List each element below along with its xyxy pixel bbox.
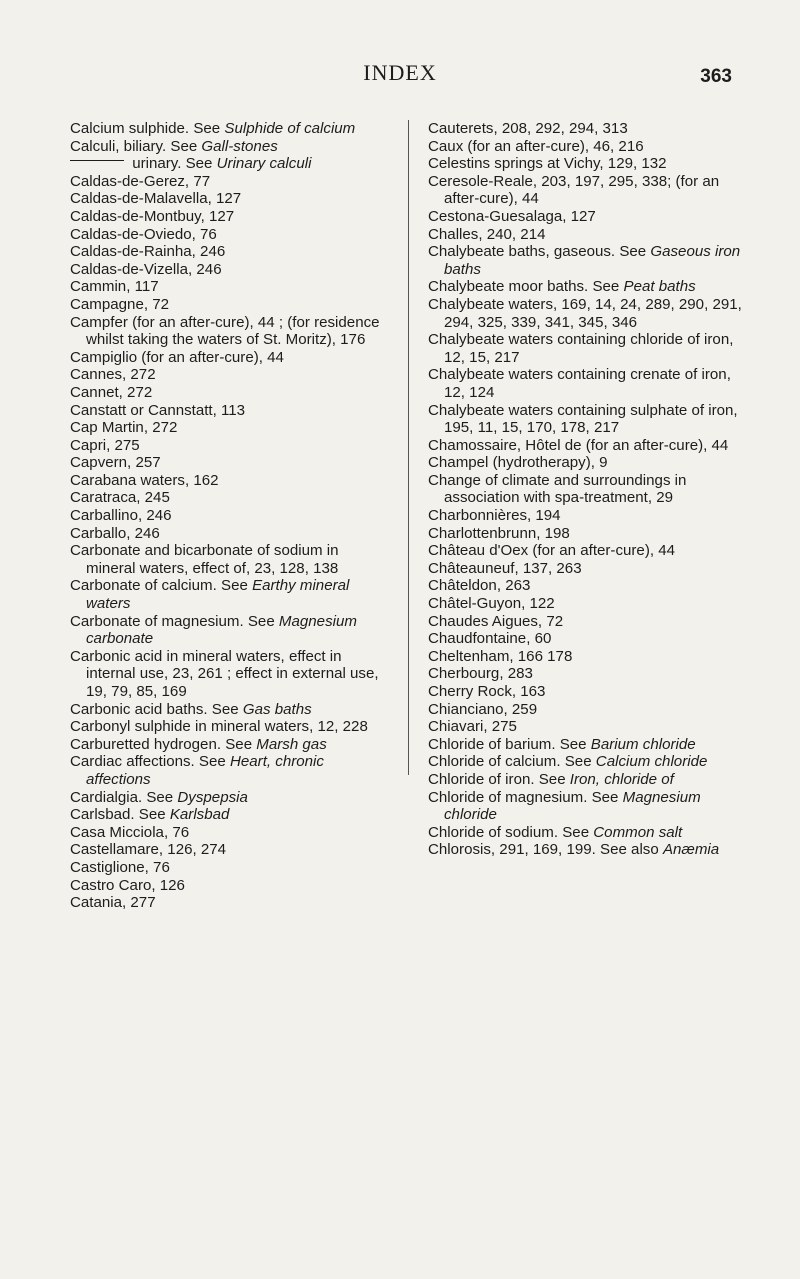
entry-text: Capri, 275 bbox=[70, 436, 140, 454]
entry-text: urinary. See bbox=[128, 155, 217, 173]
index-entry bbox=[428, 138, 746, 156]
index-entry bbox=[70, 789, 392, 807]
entry-text: Calcium sulphide. See bbox=[70, 120, 225, 137]
entry-text: Cardialgia. See bbox=[70, 788, 178, 806]
entry-text: Calculi, biliary. See bbox=[70, 137, 202, 155]
index-entry bbox=[428, 841, 746, 859]
entry-text: Chalybeate baths, gaseous. See bbox=[428, 243, 651, 261]
index-entry bbox=[70, 314, 392, 349]
entry-text: Caldas-de-Oviedo, 76 bbox=[70, 225, 217, 243]
index-entry bbox=[70, 472, 392, 490]
entry-text: Cauterets, 208, 292, 294, 313 bbox=[428, 120, 628, 137]
entry-cross-reference: Common salt bbox=[593, 823, 683, 841]
entry-text: Chianciano, 259 bbox=[428, 700, 538, 718]
index-entry bbox=[70, 648, 392, 701]
index-entry bbox=[70, 437, 392, 455]
index-entry bbox=[428, 560, 746, 578]
index-entry bbox=[70, 753, 392, 788]
entry-text: Chloride of magnesium. See bbox=[428, 788, 623, 806]
entry-text: Castellamare, 126, 274 bbox=[70, 841, 227, 859]
entry-cross-reference: Marsh gas bbox=[256, 735, 327, 753]
entry-text: Caux (for an after-cure), 46, 216 bbox=[428, 137, 644, 155]
entry-text: Cestona-Guesalaga, 127 bbox=[428, 207, 596, 225]
entry-text: Chiavari, 275 bbox=[428, 718, 517, 736]
entry-text: Cherry Rock, 163 bbox=[428, 683, 546, 700]
index-entry bbox=[428, 243, 746, 278]
entry-text: Cardiac affections. See bbox=[70, 753, 230, 771]
index-entry bbox=[428, 630, 746, 648]
index-entry bbox=[70, 402, 392, 420]
index-entry bbox=[70, 226, 392, 244]
entry-text: Carballo, 246 bbox=[70, 524, 160, 542]
entry-cross-reference: Barium chloride bbox=[590, 735, 696, 753]
entry-cross-reference: Iron, chloride of bbox=[569, 770, 674, 788]
index-column-right bbox=[428, 120, 746, 859]
index-entry bbox=[70, 419, 392, 437]
index-entry bbox=[70, 894, 392, 912]
index-entry bbox=[70, 120, 392, 138]
index-entry bbox=[70, 208, 392, 226]
entry-text: Chalybeate waters containing sulphate of iron, 195, 11, 15, 170, 178, 217 bbox=[428, 401, 738, 437]
index-entry bbox=[70, 173, 392, 191]
index-entry bbox=[428, 771, 746, 789]
index-entry bbox=[428, 577, 746, 595]
entry-text: Chalybeate waters containing crenate of iron, 12, 124 bbox=[428, 366, 731, 401]
index-entry bbox=[70, 243, 392, 261]
entry-text: Carbonate of magnesium. See bbox=[70, 612, 279, 630]
index-entry bbox=[70, 525, 392, 543]
entry-text: Canstatt or Cannstatt, 113 bbox=[70, 401, 246, 419]
entry-text: Chlorosis, 291, 169, 199. See also bbox=[428, 841, 663, 859]
index-entry bbox=[70, 841, 392, 859]
index-entry bbox=[428, 120, 746, 138]
index-entry bbox=[428, 226, 746, 244]
entry-text: Cheltenham, 166 178 bbox=[428, 647, 573, 665]
index-entry bbox=[70, 701, 392, 719]
index-entry bbox=[70, 190, 392, 208]
index-entry bbox=[70, 454, 392, 472]
entry-text: Chloride of barium. See bbox=[428, 735, 591, 753]
entry-text: Carballino, 246 bbox=[70, 507, 172, 525]
index-entry bbox=[70, 736, 392, 754]
index-entry bbox=[428, 208, 746, 226]
entry-cross-reference: Gas baths bbox=[242, 700, 312, 718]
index-entry bbox=[70, 278, 392, 296]
index-entry bbox=[428, 718, 746, 736]
entry-text: Carburetted hydrogen. See bbox=[70, 735, 257, 753]
entry-text: Campfer (for an after-cure), 44 ; (for residence whilst taking the waters of St. Moritz), 176 bbox=[70, 313, 380, 349]
index-entry bbox=[70, 296, 392, 314]
entry-text: Chloride of sodium. See bbox=[428, 823, 594, 841]
entry-text: Caldas-de-Montbuy, 127 bbox=[70, 207, 235, 225]
column-divider bbox=[408, 120, 409, 775]
entry-text: Castro Caro, 126 bbox=[70, 876, 185, 894]
index-entry bbox=[428, 525, 746, 543]
entry-text: Cammin, 117 bbox=[70, 278, 159, 296]
index-column-left bbox=[70, 120, 392, 912]
entry-text: Casa Micciola, 76 bbox=[70, 823, 190, 841]
entry-cross-reference: Anæmia bbox=[662, 841, 720, 859]
index-entry bbox=[428, 402, 746, 437]
entry-text: Carbonate and bicarbonate of sodium in mineral waters, effect of, 23, 128, 138 bbox=[70, 542, 339, 577]
index-entry bbox=[428, 542, 746, 560]
entry-text: Challes, 240, 214 bbox=[428, 225, 546, 243]
index-entry bbox=[428, 437, 746, 455]
entry-cross-reference: Magnesium carbonate bbox=[86, 612, 357, 648]
entry-text: Catania, 277 bbox=[70, 894, 156, 912]
entry-text: Carabana waters, 162 bbox=[70, 471, 219, 489]
index-entry bbox=[428, 296, 746, 331]
entry-text: Caldas-de-Rainha, 246 bbox=[70, 243, 226, 261]
entry-text: Capvern, 257 bbox=[70, 454, 161, 472]
index-entry bbox=[428, 648, 746, 666]
index-entry bbox=[428, 155, 746, 173]
entry-text: Caldas-de-Malavella, 127 bbox=[70, 190, 242, 208]
index-entry bbox=[428, 824, 746, 842]
index-entry bbox=[70, 877, 392, 895]
entry-text: Campiglio (for an after-cure), 44 bbox=[70, 348, 284, 366]
index-entry bbox=[70, 384, 392, 402]
index-entry bbox=[70, 507, 392, 525]
entry-text: Chalybeate moor baths. See bbox=[428, 278, 624, 296]
page-title: INDEX bbox=[363, 60, 437, 85]
entry-text: Chamossaire, Hôtel de (for an after-cure), 44 bbox=[428, 436, 729, 454]
index-entry bbox=[70, 542, 392, 577]
entry-cross-reference: Magnesium chloride bbox=[444, 788, 701, 824]
entry-text: Châtel-Guyon, 122 bbox=[428, 595, 555, 613]
entry-text: Cannet, 272 bbox=[70, 383, 153, 401]
index-entry bbox=[70, 859, 392, 877]
index-entry bbox=[428, 454, 746, 472]
index-entry bbox=[70, 349, 392, 367]
entry-text: Chalybeate waters containing chloride of iron, 12, 15, 217 bbox=[428, 331, 734, 366]
index-entry bbox=[428, 173, 746, 208]
index-entry bbox=[428, 789, 746, 824]
index-entry bbox=[70, 489, 392, 507]
index-entry bbox=[428, 595, 746, 613]
entry-text: Ceresole-Reale, 203, 197, 295, 338; (for an after-cure), 44 bbox=[428, 172, 720, 208]
entry-text: Châteauneuf, 137, 263 bbox=[428, 559, 582, 577]
entry-text: Chaudfontaine, 60 bbox=[428, 630, 552, 648]
index-entry bbox=[70, 261, 392, 279]
entry-cross-reference: Karlsbad bbox=[169, 806, 230, 824]
entry-text: Chloride of iron. See bbox=[428, 770, 570, 788]
entry-text: Carlsbad. See bbox=[70, 806, 170, 824]
index-entry bbox=[428, 278, 746, 296]
index-entry bbox=[428, 683, 746, 701]
entry-text: Caldas-de-Gerez, 77 bbox=[70, 172, 211, 190]
index-entry bbox=[70, 613, 392, 648]
index-entry bbox=[428, 613, 746, 631]
index-entry bbox=[428, 665, 746, 683]
entry-cross-reference: Peat baths bbox=[623, 278, 696, 296]
entry-text: Celestins springs at Vichy, 129, 132 bbox=[428, 155, 667, 173]
index-entry bbox=[428, 472, 746, 507]
index-entry bbox=[70, 577, 392, 612]
page-header bbox=[0, 60, 800, 90]
index-entry bbox=[428, 753, 746, 771]
entry-cross-reference: Gall-stones bbox=[201, 137, 278, 155]
index-entry bbox=[70, 155, 392, 173]
entry-text: Cap Martin, 272 bbox=[70, 419, 178, 437]
index-entry bbox=[70, 824, 392, 842]
entry-text: Châteldon, 263 bbox=[428, 577, 531, 595]
entry-cross-reference: Gaseous iron baths bbox=[444, 243, 741, 278]
entry-text: Carbonyl sulphide in mineral waters, 12, 228 bbox=[70, 718, 368, 736]
entry-cross-reference: Dyspepsia bbox=[177, 788, 248, 806]
entry-text: Chaudes Aigues, 72 bbox=[428, 612, 564, 630]
index-entry bbox=[70, 366, 392, 384]
index-entry bbox=[70, 138, 392, 156]
entry-cross-reference: Calcium chloride bbox=[595, 753, 708, 771]
index-entry bbox=[428, 507, 746, 525]
entry-text: Chalybeate waters, 169, 14, 24, 289, 290, 291, 294, 325, 339, 341, 345, 346 bbox=[428, 295, 742, 331]
entry-text: Campagne, 72 bbox=[70, 295, 170, 313]
entry-text: Change of climate and surroundings in association with spa-treatment, 29 bbox=[428, 471, 687, 507]
page-number: 363 bbox=[700, 66, 732, 87]
entry-text: Chloride of calcium. See bbox=[428, 753, 596, 771]
entry-text: Carbonate of calcium. See bbox=[70, 577, 253, 595]
ditto-dash bbox=[70, 160, 124, 161]
index-entry bbox=[428, 701, 746, 719]
entry-text: Caratraca, 245 bbox=[70, 489, 170, 507]
entry-text: Cannes, 272 bbox=[70, 366, 156, 384]
index-entry bbox=[70, 718, 392, 736]
entry-text: Castiglione, 76 bbox=[70, 858, 170, 876]
entry-text: Carbonic acid in mineral waters, effect in internal use, 23, 261 ; effect in external use, 19, 79, 85, 169 bbox=[70, 647, 379, 700]
index-entry bbox=[428, 331, 746, 366]
entry-cross-reference: Sulphide of calcium bbox=[224, 120, 356, 137]
index-entry bbox=[428, 366, 746, 401]
entry-cross-reference: Earthy mineral waters bbox=[86, 577, 350, 613]
entry-text: Cherbourg, 283 bbox=[428, 665, 533, 683]
entry-cross-reference: Heart, chronic affections bbox=[86, 753, 324, 788]
entry-text: Château d'Oex (for an after-cure), 44 bbox=[428, 542, 676, 560]
entry-text: Caldas-de-Vizella, 246 bbox=[70, 260, 222, 278]
entry-cross-reference: Urinary calculi bbox=[216, 155, 312, 173]
index-entry bbox=[428, 736, 746, 754]
index-entry bbox=[70, 806, 392, 824]
entry-text: Carbonic acid baths. See bbox=[70, 700, 243, 718]
entry-text: Champel (hydrotherapy), 9 bbox=[428, 454, 608, 472]
entry-text: Charlottenbrunn, 198 bbox=[428, 524, 570, 542]
entry-text: Charbonnières, 194 bbox=[428, 507, 561, 525]
